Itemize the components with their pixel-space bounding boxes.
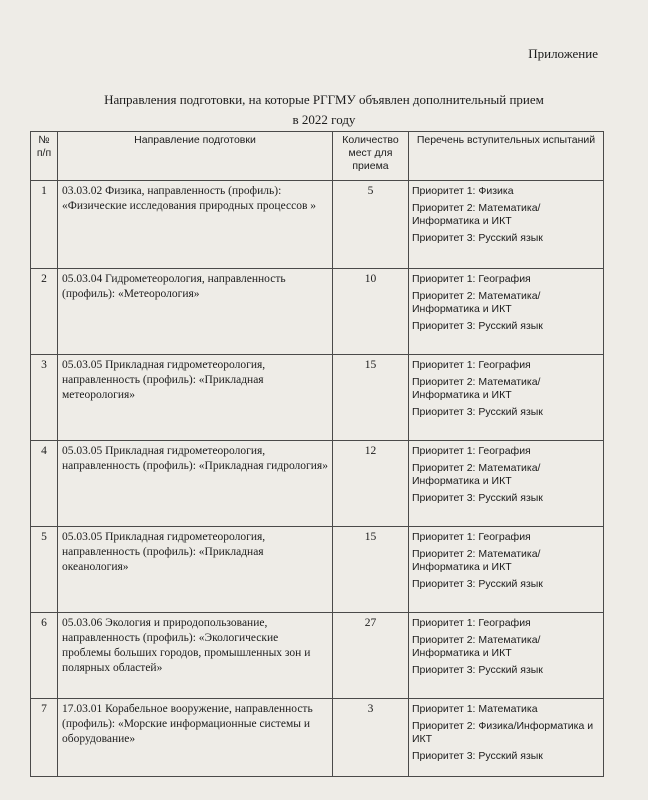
- exams-cell: [409, 613, 604, 699]
- exams-cell: [409, 269, 604, 355]
- exams-cell: [409, 699, 604, 777]
- table-row: [31, 527, 604, 613]
- appendix-label: Приложение: [528, 46, 598, 61]
- table-row: [31, 181, 604, 269]
- document-subtitle: в 2022 году: [292, 112, 356, 127]
- exam-priority: Приоритет 3: Русский язык: [412, 492, 543, 504]
- exam-priority: Приоритет 3: Русский язык: [412, 232, 543, 244]
- exam-priority: Приоритет 1: География: [412, 273, 531, 285]
- table-header-row: [31, 132, 604, 181]
- direction-cell: 05.03.06 Экология и природопользование, направленность (профиль): «Экологические проблемы больших городов, промышленных зон и полярных областей»: [58, 613, 333, 699]
- exams-cell: [409, 527, 604, 613]
- exam-priority: Приоритет 1: Математика: [412, 703, 538, 715]
- exam-priority: Приоритет 1: География: [412, 531, 531, 543]
- exam-priority: Приоритет 1: География: [412, 359, 531, 371]
- exams-cell: [409, 441, 604, 527]
- row-number: 1: [31, 181, 58, 269]
- exam-priority: Приоритет 1: География: [412, 445, 531, 457]
- exam-priority: Приоритет 3: Русский язык: [412, 578, 543, 590]
- row-number: 3: [31, 355, 58, 441]
- direction-cell: 03.03.02 Физика, направленность (профиль): «Физические исследования природных процессов »: [58, 181, 333, 269]
- exam-priority: Приоритет 3: Русский язык: [412, 664, 543, 676]
- exam-priority: Приоритет 2: Математика/Информатика и ИКТ: [412, 376, 541, 401]
- row-number: 2: [31, 269, 58, 355]
- direction-cell: 05.03.05 Прикладная гидрометеорология, направленность (профиль): «Прикладная метеорология»: [58, 355, 333, 441]
- places-count: 10: [333, 269, 409, 355]
- row-number: 6: [31, 613, 58, 699]
- table-row: [31, 699, 604, 777]
- places-count: 15: [333, 355, 409, 441]
- header-num: № п/п: [31, 132, 58, 181]
- exam-priority: Приоритет 3: Русский язык: [412, 320, 543, 332]
- table-body: [31, 181, 604, 777]
- exam-priority: Приоритет 3: Русский язык: [412, 406, 543, 418]
- exams-cell: [409, 355, 604, 441]
- direction-cell: 05.03.05 Прикладная гидрометеорология, направленность (профиль): «Прикладная гидрология»: [58, 441, 333, 527]
- exam-priority: Приоритет 1: География: [412, 617, 531, 629]
- places-count: 15: [333, 527, 409, 613]
- exams-cell: [409, 181, 604, 269]
- direction-cell: 17.03.01 Корабельное вооружение, направленность (профиль): «Морские информационные системы и оборудование»: [58, 699, 333, 777]
- table-row: [31, 441, 604, 527]
- header-direction: Направление подготовки: [58, 132, 333, 181]
- places-count: 12: [333, 441, 409, 527]
- table-row: [31, 355, 604, 441]
- exam-priority: Приоритет 3: Русский язык: [412, 750, 543, 762]
- direction-cell: 05.03.04 Гидрометеорология, направленность (профиль): «Метеорология»: [58, 269, 333, 355]
- exam-priority: Приоритет 2: Математика/Информатика и ИКТ: [412, 202, 541, 227]
- table-row: [31, 269, 604, 355]
- row-number: 7: [31, 699, 58, 777]
- exam-priority: Приоритет 1: Физика: [412, 185, 514, 197]
- header-qty: Количество мест для приема: [333, 132, 409, 181]
- places-count: 27: [333, 613, 409, 699]
- exam-priority: Приоритет 2: Математика/Информатика и ИКТ: [412, 634, 541, 659]
- admissions-table: [30, 131, 604, 777]
- row-number: 4: [31, 441, 58, 527]
- exam-priority: Приоритет 2: Математика/Информатика и ИКТ: [412, 548, 541, 573]
- places-count: 5: [333, 181, 409, 269]
- header-exams: Перечень вступительных испытаний: [409, 132, 604, 181]
- document-title: Направления подготовки, на которые РГГМУ объявлен дополнительный прием: [104, 92, 544, 107]
- exam-priority: Приоритет 2: Математика/Информатика и ИКТ: [412, 290, 541, 315]
- exam-priority: Приоритет 2: Физика/Информатика и ИКТ: [412, 720, 594, 745]
- row-number: 5: [31, 527, 58, 613]
- direction-cell: 05.03.05 Прикладная гидрометеорология, направленность (профиль): «Прикладная океанология»: [58, 527, 333, 613]
- table-row: [31, 613, 604, 699]
- exam-priority: Приоритет 2: Математика/Информатика и ИКТ: [412, 462, 541, 487]
- places-count: 3: [333, 699, 409, 777]
